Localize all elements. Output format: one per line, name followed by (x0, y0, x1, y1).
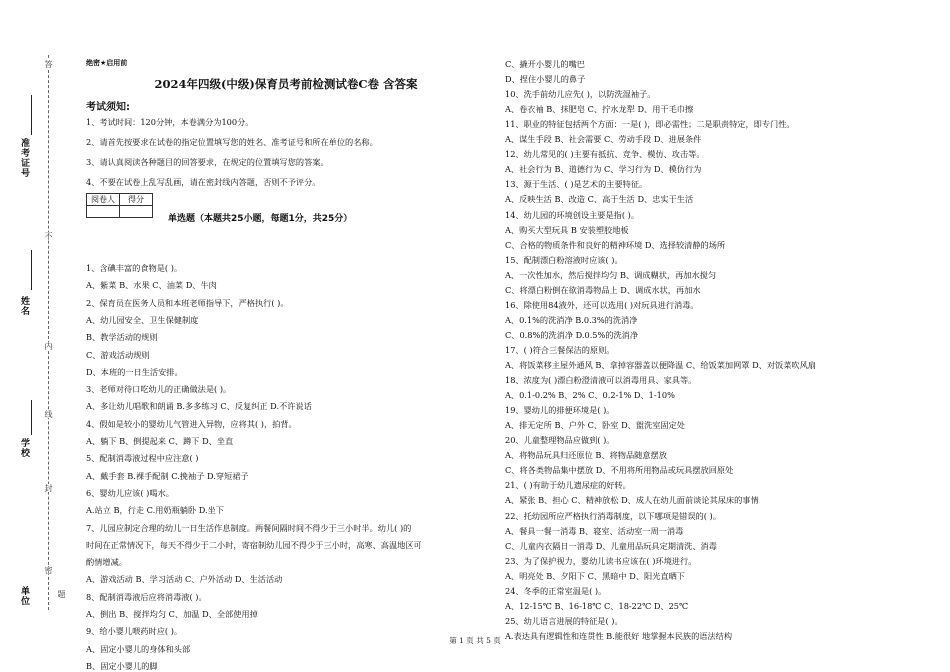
question-line: A、一次性加水，然后搅拌均匀 B、调成糊状，再加水搅匀 (505, 269, 717, 280)
seal-line (48, 55, 49, 610)
question-line: A、12-15℃ B、16-18℃ C、18-22℃ D、25℃ (505, 600, 689, 611)
page-footer: 第 1 页 共 5 页 (449, 636, 501, 645)
grader-cell: 阅卷人 (87, 194, 120, 206)
unit-label: 单位 (19, 586, 29, 606)
question-line: A、明亮处 B、夕阳下 C、黑暗中 D、阳光直晒下 (505, 570, 685, 581)
question-line: A、紧张 B、担心 C、精神放松 D、成人在幼儿面前谈论其尿床的事情 (505, 495, 759, 506)
notice-heading: 考试须知: (86, 102, 130, 113)
question-line: C、游戏活动规则 (86, 349, 150, 360)
question-line: 2、保育员在医务人员和本班老师指导下，严格执行( )。 (86, 297, 289, 308)
question-line: 1、含碘丰富的食物是( )。 (86, 263, 183, 273)
question-line: A、多让幼儿唱歌和朗诵 B.多多练习 C、反复纠正 D.不许说话 (86, 401, 312, 412)
question-line: 5、配制消毒液过程中应注意( ) (86, 453, 199, 464)
question-line: B、教学活动的规则 (86, 332, 158, 343)
question-line: 19、婴幼儿的排便环境是( )。 (505, 405, 615, 416)
notice-item: 2、请首先按要求在试卷的指定位置填写您的姓名、准考证号和所在单位的名称。 (86, 137, 378, 147)
notice-item: 4、不要在试卷上乱写乱画，请在密封线内答题，否则不予评分。 (86, 177, 321, 187)
seal-mark: 密 (44, 566, 53, 574)
secret-label: 绝密★启用前 (86, 59, 128, 67)
question-line: 8、配制消毒液后应将消毒液( )。 (86, 591, 207, 602)
question-line: B、固定小婴儿的脚 (86, 660, 158, 671)
exam-number-field[interactable] (31, 95, 32, 135)
question-line: 10、洗手前幼儿应先( )，以防洗湿袖子。 (505, 89, 656, 100)
question-line: A、排无定所 B、户外 C、卧室 D、盥洗室固定处 (505, 420, 685, 431)
question-line: 23、为了保护视力，婴幼儿读书应该在( )环境进行。 (505, 555, 697, 566)
name-label: 姓名 (19, 296, 29, 316)
question-line: A、游戏活动 B、学习活动 C、户外活动 D、生活活动 (86, 574, 283, 585)
notice-item: 1、考试时间：120分钟，本卷满分为100分。 (86, 117, 254, 127)
seal-mark: 内 (44, 342, 53, 350)
question-line: 时间在正常情况下，每天不得少于二小时，寄宿制幼儿园不得少于三小时，高寒、高温地区可 (86, 539, 422, 550)
question-line: D、本班的一日生活安排。 (86, 366, 183, 377)
question-line: A、社会行为 B、道德行为 C、学习行为 D、模仿行为 (505, 164, 702, 175)
question-line: 15、配制漂白粉溶液时应该( )。 (505, 254, 623, 265)
school-label: 学校 (19, 438, 29, 458)
question-line: 12、幼儿常见的( )主要有抵抗、竞争、模仿、攻击等。 (505, 149, 705, 160)
question-line: A、倒出 B、搅拌均匀 C、加温 D、全部使用掉 (86, 609, 258, 619)
name-field[interactable] (31, 250, 32, 290)
question-line: A、0.1-0.2% B、2% C、0.2-1% D、1-10% (505, 390, 675, 401)
question-line: 6、婴幼儿应该( )喝水。 (86, 487, 174, 498)
question-line: A、躺下 B、倒提起来 C、蹲下 D、坐直 (86, 436, 234, 446)
seal-mark: 答 (44, 60, 53, 68)
question-line: A、反映生活 B、改造 C、高于生活 D、忠实于生活 (505, 194, 694, 205)
question-line: A、紫菜 B、水果 C、油菜 D、牛肉 (86, 280, 217, 291)
question-line: C、儿童内衣隔日一消毒 D、儿童用品玩具定期清洗、消毒 (505, 540, 717, 551)
question-line: A、谋生手段 B、社会需要 C、劳动手段 D、进展条件 (505, 134, 702, 145)
question-line: 14、幼儿园的环境创设主要是指( )。 (505, 209, 640, 220)
seal-mark: 封 (44, 484, 53, 492)
question-line: A、将物品玩具归还原位 B、将物品随意摆放 (505, 450, 667, 461)
question-line: A、将饭菜移主屋外通风 B、拿掉容器盖以便降温 C、给饭菜加网罩 D、对饭菜吹风扇 (505, 360, 816, 370)
question-line: A、餐具一餐一消毒 B、寝室、活动室一周一消毒 (505, 525, 684, 536)
question-line: C、将漂白粉倒在欲消毒物品上 D、调成水状，再加水 (505, 284, 701, 295)
seal-mark: 不 (44, 232, 53, 240)
question-line: 18、浓度为( )漂白粉澄清液可以消毒用具、家具等。 (505, 375, 697, 386)
question-line: 11、职业的特征包括两个方面：一是( )，即必需性；二是职责特定，即专门性。 (505, 119, 795, 130)
question-line: A、购买大型玩具 B 安装塑胶地板 (505, 224, 629, 235)
question-line: A.表达具有逻辑性和连贯性 B.能很好 地掌握本民族的语法结构 (505, 630, 733, 641)
question-line: A、幼儿园安全、卫生保健制度 (86, 314, 199, 325)
binding-margin (0, 0, 66, 671)
question-line: 16、除使用84液外，还可以选用( )对玩具进行消毒。 (505, 299, 699, 310)
question-line: A.站立 B，行走 C.用奶瓶躺卧 D.坐下 (86, 505, 225, 516)
question-line: 7、儿园应制定合理的幼儿一日生活作息制度。两餐间隔时间不得少于三小时半。幼儿( )的 (86, 522, 412, 533)
question-line: C、将各类物品集中摆放 D、不用将所用物品或玩具摆放回原处 (505, 465, 734, 476)
page-title: 2024年四级(中级)保育员考前检测试卷C卷 含答案 (154, 77, 418, 91)
score-input[interactable] (120, 206, 153, 218)
question-line: 25、幼儿语言进展的特征是( )。 (505, 615, 623, 626)
question-line: C、合格的物质条件和良好的精神环境 D、选择较清静的场所 (505, 239, 726, 250)
question-line: D、捏住小婴儿的鼻子 (505, 74, 586, 85)
question-line: 20、儿童整理物品应做到( )。 (505, 435, 615, 446)
question-line: 13、源于生活、( )是艺术的主要特征。 (505, 179, 648, 190)
exam-number-label: 准考证号 (19, 138, 29, 178)
question-line: 17、( )符合三餐保洁的原则。 (505, 344, 615, 355)
question-line: 22、托幼园所应严格执行消毒制度，以下哪项是错误的( )。 (505, 510, 721, 521)
question-line: 4、假如是较小的婴幼儿气管进入异物，应将其( )，拍背。 (86, 418, 297, 429)
score-table (86, 193, 153, 218)
side-mark: 题 (57, 590, 66, 598)
question-line: C、撬开小婴儿的嘴巴 (505, 59, 585, 69)
question-line: 21、( )有助于幼儿遗尿症的好转。 (505, 480, 631, 491)
question-line: A、卷衣袖 B、抹肥皂 C、拧水龙犁 D、用干毛巾擦 (505, 104, 694, 115)
seal-mark: 线 (44, 410, 53, 418)
school-field[interactable] (31, 400, 32, 435)
question-line: 3、老师对待口吃幼儿的正确做法是( )。 (86, 384, 232, 395)
section-title: 单选题（本题共25小题，每题1分，共25分） (168, 214, 353, 224)
question-line: 酌情增减。 (86, 557, 127, 568)
question-line: C、0.8%的洗消净 D.0.5%的洗消净 (505, 329, 639, 340)
score-cell: 得分 (120, 194, 153, 206)
question-line: A、戴手套 B.裸手配制 C.挽袖子 D.穿短裙子 (86, 470, 249, 481)
notice-item: 3、请认真阅读各种题目的回答要求，在规定的位置填写您的答案。 (86, 157, 329, 167)
question-line: A、固定小婴儿的身体和头部 (86, 643, 191, 654)
question-line: 9、给小婴儿喂药时应( )。 (86, 626, 183, 637)
grader-input[interactable] (87, 206, 120, 218)
question-line: A、0.1%的洗消净 B.0.3%的洗消净 (505, 314, 638, 325)
question-line: 24、冬季的正常室温是( )。 (505, 585, 607, 596)
